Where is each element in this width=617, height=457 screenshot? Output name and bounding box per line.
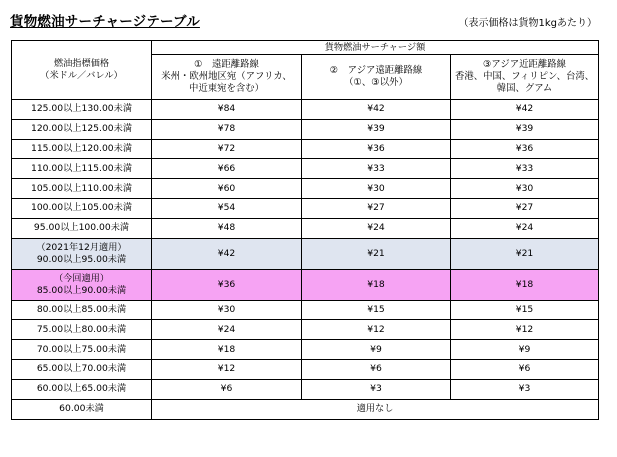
surcharge-cell: ¥36 [302,139,451,159]
range-cell: 115.00以上120.00未満 [12,139,152,159]
surcharge-cell: ¥42 [152,238,302,269]
table-row [12,320,599,340]
range-note: （今回適用） [53,272,110,284]
route-header-asia-short [451,55,599,100]
surcharge-cell: ¥21 [302,238,451,269]
range-value: 85.00以上90.00未満 [36,284,127,296]
table-row [12,159,599,179]
table-row-footer [12,399,599,419]
range-cell: 60.00未満 [12,399,152,419]
surcharge-cell: ¥6 [302,359,451,379]
table-row [12,139,599,159]
surcharge-cell: ¥9 [451,340,599,360]
surcharge-cell: ¥15 [302,300,451,320]
range-cell: 60.00以上65.00未満 [12,379,152,399]
page-title: 貨物燃油サーチャージテーブル [10,14,200,30]
surcharge-cell: ¥3 [451,379,599,399]
table-row [12,300,599,320]
surcharge-cell: ¥66 [152,159,302,179]
table-row [12,340,599,360]
surcharge-cell: ¥21 [451,238,599,269]
surcharge-cell: ¥42 [451,100,599,120]
surcharge-cell: ¥30 [152,300,302,320]
surcharge-cell: ¥3 [302,379,451,399]
surcharge-cell: ¥24 [451,218,599,238]
route-header-line: ① 遠距離路線 [194,59,259,70]
route-header-line: ② アジア遠距離路線 [329,65,423,76]
surcharge-cell: ¥24 [302,218,451,238]
range-cell [12,269,152,300]
surcharge-cell: ¥54 [152,198,302,218]
range-cell: 80.00以上85.00未満 [12,300,152,320]
surcharge-cell: ¥72 [152,139,302,159]
range-cell [12,238,152,269]
table-row-previous [12,238,599,269]
range-cell: 125.00以上130.00未満 [12,100,152,120]
surcharge-cell: ¥27 [451,198,599,218]
not-applicable-cell: 適用なし [152,399,599,419]
route-header-asia-long [302,55,451,100]
range-value: 90.00以上95.00未満 [36,253,127,265]
surcharge-cell: ¥27 [302,198,451,218]
table-row [12,100,599,120]
surcharge-cell: ¥30 [302,179,451,199]
surcharge-cell: ¥36 [152,269,302,300]
surcharge-cell: ¥42 [302,100,451,120]
surcharge-cell: ¥9 [302,340,451,360]
surcharge-cell: ¥48 [152,218,302,238]
surcharge-cell: ¥39 [451,119,599,139]
surcharge-cell: ¥36 [451,139,599,159]
surcharge-cell: ¥15 [451,300,599,320]
range-cell: 75.00以上80.00未満 [12,320,152,340]
range-cell: 65.00以上70.00未満 [12,359,152,379]
surcharge-cell: ¥39 [302,119,451,139]
route-header-line: 中近東宛を含む） [188,83,264,94]
range-cell: 105.00以上110.00未満 [12,179,152,199]
table-row [12,218,599,238]
table-row [12,379,599,399]
route-header-line: （①、③以外） [344,77,408,88]
range-cell: 95.00以上100.00未満 [12,218,152,238]
surcharge-cell: ¥78 [152,119,302,139]
surcharge-table [11,40,599,420]
price-note: （表示価格は貨物1kgあたり） [458,18,597,29]
route-header-long-haul [152,55,302,100]
surcharge-cell: ¥24 [152,320,302,340]
surcharge-cell: ¥30 [451,179,599,199]
index-price-header [12,41,152,100]
range-cell: 70.00以上75.00未満 [12,340,152,360]
table-row-current [12,269,599,300]
surcharge-cell: ¥18 [152,340,302,360]
surcharge-cell: ¥33 [451,159,599,179]
surcharge-cell: ¥12 [152,359,302,379]
surcharge-cell: ¥6 [451,359,599,379]
surcharge-cell: ¥84 [152,100,302,120]
index-price-header-line: 燃油指標価格 [53,58,110,69]
surcharge-cell: ¥60 [152,179,302,199]
surcharge-group-header: 貨物燃油サーチャージ額 [152,41,599,55]
table-row [12,179,599,199]
table-row [12,198,599,218]
surcharge-cell: ¥18 [302,269,451,300]
range-cell: 100.00以上105.00未満 [12,198,152,218]
route-header-line: 米州・欧州地区宛（アフリカ、 [161,71,292,82]
table-row [12,119,599,139]
index-price-header-line: （米ドル／バレル） [40,70,123,81]
surcharge-cell: ¥33 [302,159,451,179]
surcharge-cell: ¥6 [152,379,302,399]
table-row [12,359,599,379]
route-header-line: 香港、中国、フィリピン、台湾、 [454,71,595,82]
route-header-line: 韓国、グアム [496,83,553,94]
range-cell: 120.00以上125.00未満 [12,119,152,139]
route-header-line: ③アジア近距離路線 [483,59,567,70]
surcharge-cell: ¥12 [451,320,599,340]
range-note: （2021年12月適用） [36,241,127,253]
surcharge-cell: ¥12 [302,320,451,340]
range-cell: 110.00以上115.00未満 [12,159,152,179]
surcharge-cell: ¥18 [451,269,599,300]
